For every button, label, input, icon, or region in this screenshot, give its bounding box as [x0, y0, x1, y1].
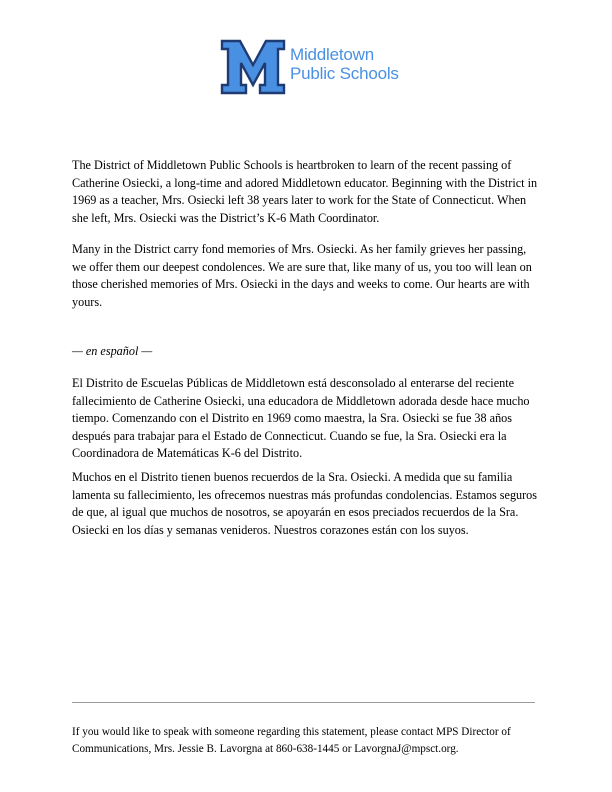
footer-divider [72, 702, 535, 703]
statement-paragraph-3: El Distrito de Escuelas Públicas de Middletown está desconsolado al enterarse del reciente fallecimiento de Catherine Osiecki, una educadora de Middletown adorada desde hace mucho tiempo. Comenzando con el Distrito en 1969 como maestra, la Sra. Osiecki se fue 38 años después para trabajar para el Estado de Connecticut. Cuando se fue, la Sra. Osiecki era la Coordinadora de Matemáticas K-6 del Distrito. [72, 376, 530, 460]
logo-line-1: Middletown [290, 45, 374, 64]
footer-contact: If you would like to speak with someone regarding this statement, please contact MPS Director of Communications, Mrs. Jessie B. Lavorgna at 860-638-1445 or LavorgnaJ@mpsct.org. [72, 726, 511, 755]
statement-paragraph-1: The District of Middletown Public Schools is heartbroken to learn of the recent passing of Catherine Osiecki, a long-time and adored Middletown educator. Beginning with the District in 1969 as a teacher, Mrs. Osiecki left 38 years later to work for the State of Connecticut. When she left, Mrs. Osiecki was the District’s K-6 Math Coordinator. [72, 158, 538, 225]
district-logo [220, 37, 400, 99]
statement-paragraph-4: Muchos en el Distrito tienen buenos recuerdos de la Sra. Osiecki. A medida que su familia lamenta su fallecimiento, les ofrecemos nuestras más profundas condolencias. Estamos seguros de que, al igual que muchos de nosotros, se apoyarán en esos preciados recuerdos de la Sra. Osiecki en los días y semanas venideros. Nuestros corazones están con los suyos. [72, 470, 538, 537]
spanish-section-label: — en español — [72, 344, 153, 358]
logo-wordmark [290, 45, 399, 83]
statement-paragraph-2: Many in the District carry fond memories of Mrs. Osiecki. As her family grieves her passing, we offer them our deepest condolences. We are sure that, like many of us, you too will lean on those cherished memories of Mrs. Osiecki in the days and weeks to come. Our hearts are with yours. [72, 242, 532, 309]
m-logo-icon [220, 37, 286, 97]
logo-line-2: Public Schools [290, 64, 399, 83]
